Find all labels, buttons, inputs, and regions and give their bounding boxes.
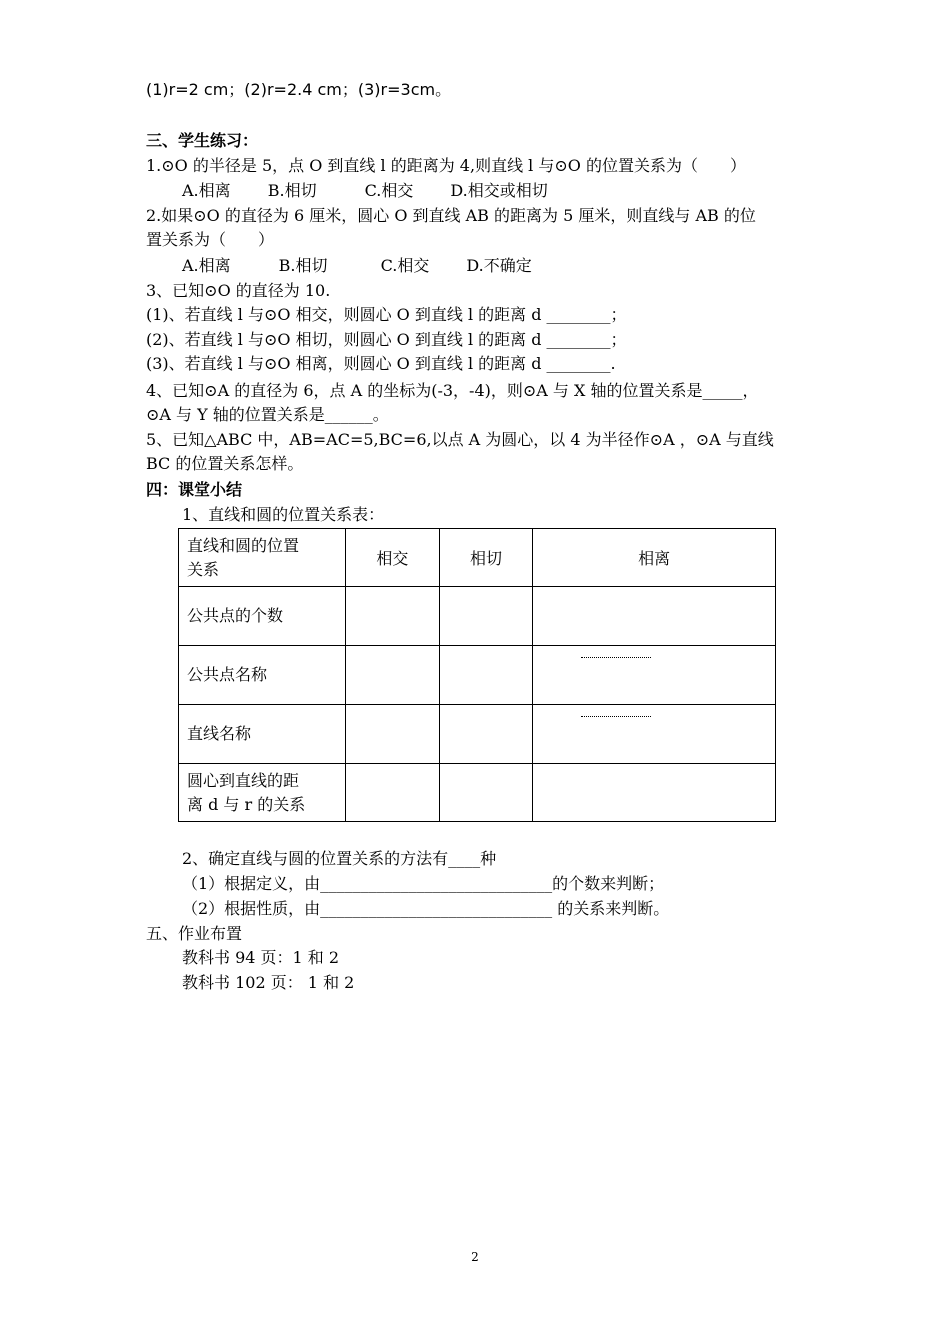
dotted-line: [581, 657, 651, 658]
table-caption: 1、直线和圆的位置关系表：: [182, 505, 385, 524]
header-label-line2: 关系: [187, 559, 220, 579]
question-1-text: 1.⊙O 的半径是 5，点 O 到直线 l 的距离为 4,则直线 l 与⊙O 的位置关系为（ ）: [146, 156, 746, 175]
header-tangent: 相切: [439, 529, 533, 587]
table-row: [179, 764, 776, 822]
section-4-title: 四：课堂小结: [146, 480, 243, 499]
row-label-common-points-count: 公共点的个数: [179, 587, 346, 646]
summary-item-2: 2、确定直线与圆的位置关系的方法有____种: [182, 849, 497, 868]
row-label-line2: 离 d 与 r 的关系: [187, 794, 306, 814]
summary-item-2-1: （1）根据定义，由_____________________________的个数来判断；: [182, 874, 665, 893]
question-1-options: A.相离 B.相切 C.相交 D.相交或相切: [182, 181, 548, 200]
question-3-sub3: (3)、若直线 l 与⊙O 相离，则圆心 O 到直线 l 的距离 d ________.: [146, 354, 616, 373]
question-4-line2: ⊙A 与 Y 轴的位置关系是______。: [146, 405, 389, 424]
header-label-line1: 直线和圆的位置: [187, 535, 300, 555]
table-row: [179, 587, 776, 646]
table-header-label: [179, 529, 346, 587]
row-label-line1: 圆心到直线的距: [187, 770, 300, 790]
row-label-line-name: 直线名称: [179, 705, 346, 764]
row-label-distance-relation: [179, 764, 346, 822]
table-cell: [533, 587, 776, 646]
question-5-line2: BC 的位置关系怎样。: [146, 454, 304, 473]
homework-line1: 教科书 94 页：1 和 2: [182, 948, 340, 967]
table-row: [179, 705, 776, 764]
table-cell-dotted: [533, 646, 776, 705]
page-number: 2: [471, 1250, 479, 1264]
table-cell-dotted: [533, 705, 776, 764]
question-3-sub1: (1)、若直线 l 与⊙O 相交，则圆心 O 到直线 l 的距离 d ________；: [146, 305, 627, 324]
table-cell: [439, 764, 533, 822]
table-header-row: [179, 529, 776, 587]
table-cell: [346, 587, 440, 646]
question-4-line1: 4、已知⊙A 的直径为 6，点 A 的坐标为(-3，-4)，则⊙A 与 X 轴的位置关系是_____，: [146, 381, 759, 400]
section-5-title: 五、作业布置: [146, 924, 243, 943]
question-3-intro: 3、已知⊙O 的直径为 10.: [146, 281, 331, 300]
table-cell: [346, 764, 440, 822]
header-separate: 相离: [533, 529, 776, 587]
table-row: [179, 646, 776, 705]
question-2-options: A.相离 B.相切 C.相交 D.不确定: [182, 256, 532, 275]
section-3-title: 三、学生练习：: [146, 131, 259, 150]
table-cell: [439, 646, 533, 705]
table-cell: [346, 705, 440, 764]
table-cell: [439, 705, 533, 764]
header-intersect: 相交: [346, 529, 440, 587]
summary-item-2-2: （2）根据性质，由_____________________________ 的关系来判断。: [182, 899, 670, 918]
row-label-common-point-name: 公共点名称: [179, 646, 346, 705]
table-cell: [346, 646, 440, 705]
dotted-line: [581, 716, 651, 717]
table-cell: [439, 587, 533, 646]
homework-line2: 教科书 102 页： 1 和 2: [182, 973, 355, 992]
question-3-sub2: (2)、若直线 l 与⊙O 相切，则圆心 O 到直线 l 的距离 d ________；: [146, 330, 627, 349]
table-cell: [533, 764, 776, 822]
answer-line: (1)r=2 cm；(2)r=2.4 cm；(3)r=3cm。: [146, 80, 452, 99]
position-relation-table: [178, 528, 776, 822]
question-2-text-line1: 2.如果⊙O 的直径为 6 厘米，圆心 O 到直线 AB 的距离为 5 厘米，则直线与 AB 的位: [146, 206, 756, 225]
question-2-text-line2: 置关系为（ ）: [146, 230, 275, 249]
question-5-line1: 5、已知△ABC 中，AB=AC=5,BC=6,以点 A 为圆心，以 4 为半径作⊙A ，⊙A 与直线: [146, 430, 774, 449]
